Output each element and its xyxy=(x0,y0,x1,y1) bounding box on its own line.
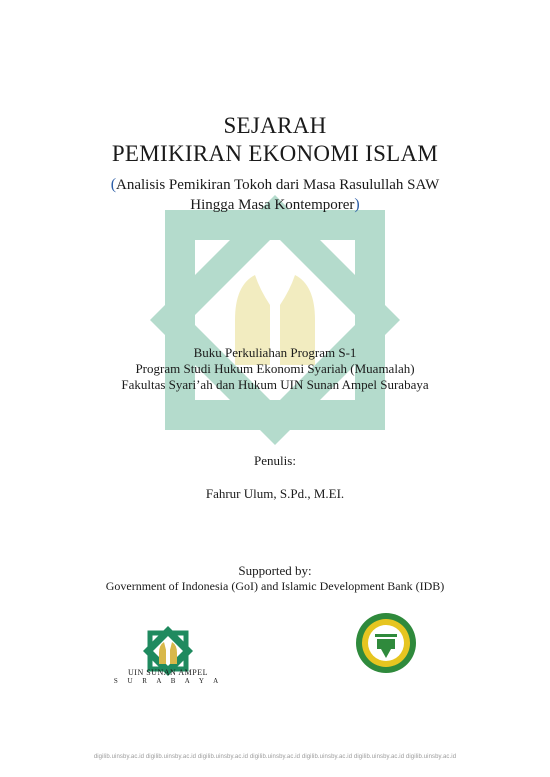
book-title xyxy=(0,112,550,168)
uin-logo-name: UIN SUNAN AMPEL xyxy=(128,668,208,677)
author-label: Penulis: xyxy=(254,453,296,468)
subtitle-open-paren: ( xyxy=(110,176,117,193)
course-line-1: Buku Perkuliahan Program S-1 xyxy=(193,345,357,360)
idb-emblem-logo xyxy=(355,612,417,674)
subtitle-close-paren: ) xyxy=(354,196,360,213)
course-line-2: Program Studi Hukum Ekonomi Syariah (Muamalah) xyxy=(135,361,415,376)
supporters-text: Government of Indonesia (GoI) and Islamic Development Bank (IDB) xyxy=(105,579,445,593)
uin-watermark-logo xyxy=(150,195,400,445)
footer-watermark-text: digilib.uinsby.ac.id digilib.uinsby.ac.id digilib.uinsby.ac.id digilib.uinsby.ac.id digilib.uinsby.ac.id digilib.uinsby.ac.id digilib.uinsby.ac.id xyxy=(93,754,457,760)
course-line-3: Fakultas Syari’ah dan Hukum UIN Sunan Ampel Surabaya xyxy=(121,377,429,392)
subtitle-line-1: Analisis Pemikiran Tokoh dari Masa Rasulullah SAW xyxy=(116,177,440,193)
course-info xyxy=(0,345,550,393)
title-line-2: PEMIKIRAN EKONOMI ISLAM xyxy=(111,141,439,166)
subtitle-line-2: Hingga Masa Kontemporer xyxy=(190,197,355,213)
supported-by-label: Supported by: xyxy=(238,563,312,578)
uin-logo-city: S U R A B A Y A xyxy=(113,677,223,685)
author-name: Fahrur Ulum, S.Pd., M.EI. xyxy=(205,486,345,501)
title-line-1: SEJARAH xyxy=(223,113,327,138)
uin-logo-caption xyxy=(108,668,228,686)
book-subtitle xyxy=(0,175,550,215)
